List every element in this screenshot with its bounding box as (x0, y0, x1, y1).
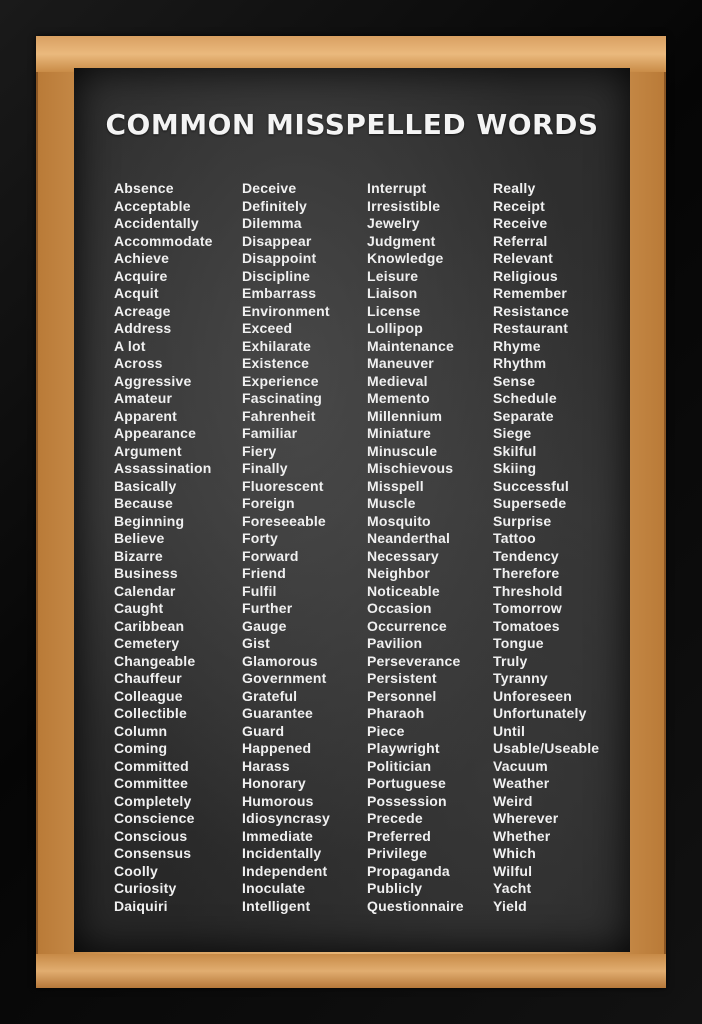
word-item: Committed (114, 757, 189, 774)
word-item: Acquit (114, 285, 159, 301)
word-item: Siege (493, 425, 532, 441)
word-item: Foreign (242, 495, 295, 511)
word-item: Necessary (367, 547, 439, 564)
word-item: Tendency (493, 547, 559, 564)
word-item: Immediate (242, 827, 314, 844)
word-item: Preferred (367, 827, 432, 844)
word-item: Precede (367, 810, 423, 826)
word-item: Truly (493, 652, 528, 669)
word-item: Idiosyncrasy (242, 810, 330, 826)
word-item: Occasion (367, 600, 432, 616)
word-item: Remember (493, 285, 567, 301)
word-item: Misspell (367, 477, 424, 494)
word-item: Therefore (493, 565, 560, 581)
word-item: Weird (493, 792, 533, 809)
word-item: Persistent (367, 670, 437, 686)
word-item: Exceed (242, 320, 293, 336)
word-item: Business (114, 565, 178, 581)
word-item: Committee (114, 775, 189, 791)
word-item: Cemetery (114, 635, 180, 651)
word-item: Maneuver (367, 355, 434, 371)
chalkboard (74, 68, 630, 952)
word-item: Consensus (114, 845, 192, 861)
word-item: Judgment (367, 232, 436, 249)
word-item: Sense (493, 372, 536, 389)
word-item: Fahrenheit (242, 407, 316, 424)
word-item: Gist (242, 635, 271, 651)
word-item: Minuscule (367, 442, 438, 459)
word-item: Beginning (114, 512, 185, 529)
word-item: Existence (242, 355, 310, 371)
word-item: Receive (493, 215, 548, 231)
word-item: Assassination (114, 460, 212, 476)
word-item: Jewelry (367, 215, 420, 231)
word-item: Caribbean (114, 617, 185, 634)
word-item: Privilege (367, 845, 428, 861)
word-item: Address (114, 320, 172, 336)
word-item: Irresistible (367, 197, 441, 214)
word-item: Religious (493, 267, 558, 284)
word-item: Portuguese (367, 775, 447, 791)
word-item: Tattoo (493, 530, 536, 546)
word-item: Dilemma (242, 215, 302, 231)
word-item: Miniature (367, 425, 432, 441)
word-item: Disappoint (242, 250, 317, 266)
word-item: Usable/Useable (493, 740, 600, 756)
word-item: Acceptable (114, 197, 191, 214)
word-column-3 (367, 180, 464, 915)
word-item: Piece (367, 722, 405, 739)
word-item: Independent (242, 862, 328, 879)
word-item: Surprise (493, 512, 552, 529)
word-item: Skilful (493, 442, 537, 459)
word-item: Coolly (114, 862, 158, 879)
word-item: Collectible (114, 705, 187, 721)
word-item: Publicly (367, 880, 423, 896)
word-item: Harass (242, 757, 290, 774)
word-item: Absence (114, 180, 174, 196)
word-item: Tomatoes (493, 617, 560, 634)
word-item: Calendar (114, 582, 176, 599)
word-item: Perseverance (367, 652, 461, 669)
word-item: Successful (493, 477, 569, 494)
word-item: Familiar (242, 425, 298, 441)
word-item: Mischievous (367, 460, 454, 476)
word-item: Finally (242, 460, 288, 476)
word-item: Colleague (114, 687, 183, 704)
word-item: Across (114, 355, 163, 371)
word-item: Embarrass (242, 285, 317, 301)
word-item: Neanderthal (367, 530, 451, 546)
word-item: Fluorescent (242, 477, 324, 494)
word-item: Questionnaire (367, 897, 464, 914)
word-item: Incidentally (242, 845, 322, 861)
word-item: Achieve (114, 250, 170, 266)
word-item: Acreage (114, 302, 171, 319)
word-item: Rhythm (493, 355, 547, 371)
word-item: Separate (493, 407, 554, 424)
poster-title: COMMON MISSPELLED WORDS (105, 108, 599, 141)
word-item: Disappear (242, 232, 312, 249)
word-item: Tyranny (493, 670, 548, 686)
word-item: Conscious (114, 827, 188, 844)
word-item: Skiing (493, 460, 537, 476)
word-item: Knowledge (367, 250, 444, 266)
word-item: Noticeable (367, 582, 440, 599)
word-item: Mosquito (367, 512, 431, 529)
word-item: Forward (242, 547, 299, 564)
word-item: Millennium (367, 407, 443, 424)
word-item: Changeable (114, 652, 196, 669)
word-item: Maintenance (367, 337, 454, 354)
word-item: Resistance (493, 302, 569, 319)
word-item: Yacht (493, 880, 532, 896)
word-item: Pharaoh (367, 705, 425, 721)
word-item: Aggressive (114, 372, 192, 389)
word-item: Further (242, 600, 293, 616)
word-item: Argument (114, 442, 182, 459)
word-item: Definitely (242, 197, 308, 214)
word-item: A lot (114, 337, 146, 354)
word-item: Wilful (493, 862, 533, 879)
word-item: Neighbor (367, 565, 431, 581)
word-item: Accommodate (114, 232, 213, 249)
word-item: Guard (242, 722, 285, 739)
word-item: Happened (242, 740, 312, 756)
word-item: Conscience (114, 810, 195, 826)
word-column-2 (242, 180, 330, 915)
word-item: Accidentally (114, 215, 199, 231)
word-item: Possession (367, 792, 447, 809)
word-item: Tongue (493, 635, 544, 651)
word-item: Friend (242, 565, 286, 581)
word-item: Basically (114, 477, 177, 494)
word-item: Completely (114, 792, 192, 809)
word-item: Government (242, 670, 327, 686)
word-item: Propaganda (367, 862, 450, 879)
word-item: License (367, 302, 421, 319)
word-item: Politician (367, 757, 432, 774)
word-item: Honorary (242, 775, 306, 791)
word-item: Interrupt (367, 180, 427, 196)
word-item: Lollipop (367, 320, 424, 336)
word-item: Apparent (114, 407, 178, 424)
word-item: Caught (114, 600, 164, 616)
word-item: Glamorous (242, 652, 318, 669)
word-item: Personnel (367, 687, 437, 704)
word-item: Chauffeur (114, 670, 182, 686)
word-item: Referral (493, 232, 548, 249)
word-item: Gauge (242, 617, 287, 634)
word-item: Exhilarate (242, 337, 311, 354)
word-item: Environment (242, 302, 330, 319)
word-item: Curiosity (114, 880, 177, 896)
word-item: Memento (367, 390, 430, 406)
word-item: Bizarre (114, 547, 163, 564)
word-item: Receipt (493, 197, 545, 214)
word-item: Restaurant (493, 320, 569, 336)
word-item: Because (114, 495, 173, 511)
word-item: Vacuum (493, 757, 548, 774)
word-item: Liaison (367, 285, 418, 301)
word-item: Supersede (493, 495, 567, 511)
word-item: Discipline (242, 267, 311, 284)
word-column-1 (114, 180, 213, 915)
word-item: Column (114, 722, 168, 739)
word-item: Whether (493, 827, 551, 844)
word-item: Threshold (493, 582, 563, 599)
word-item: Leisure (367, 267, 419, 284)
word-item: Fulfil (242, 582, 277, 599)
word-item: Rhyme (493, 337, 541, 354)
word-item: Inoculate (242, 880, 306, 896)
word-item: Until (493, 722, 526, 739)
word-item: Relevant (493, 250, 553, 266)
word-item: Schedule (493, 390, 557, 406)
word-item: Weather (493, 775, 550, 791)
word-item: Foreseeable (242, 512, 326, 529)
word-item: Unforeseen (493, 687, 573, 704)
word-item: Forty (242, 530, 278, 546)
word-item: Tomorrow (493, 600, 563, 616)
word-item: Humorous (242, 792, 314, 809)
word-item: Fascinating (242, 390, 322, 406)
word-item: Intelligent (242, 897, 311, 914)
word-item: Occurrence (367, 617, 447, 634)
word-item: Fiery (242, 442, 277, 459)
word-item: Which (493, 845, 536, 861)
word-item: Believe (114, 530, 165, 546)
word-item: Experience (242, 372, 319, 389)
word-item: Guarantee (242, 705, 314, 721)
word-column-4 (493, 180, 599, 915)
word-item: Appearance (114, 425, 197, 441)
word-item: Muscle (367, 495, 416, 511)
word-item: Coming (114, 740, 168, 756)
word-item: Yield (493, 897, 527, 914)
word-item: Daiquiri (114, 897, 168, 914)
word-item: Acquire (114, 267, 168, 284)
word-item: Amateur (114, 390, 173, 406)
word-item: Unfortunately (493, 705, 587, 721)
word-item: Pavilion (367, 635, 423, 651)
word-item: Playwright (367, 740, 440, 756)
word-item: Grateful (242, 687, 298, 704)
word-item: Wherever (493, 810, 559, 826)
word-item: Medieval (367, 372, 428, 389)
word-item: Really (493, 180, 536, 196)
word-item: Deceive (242, 180, 297, 196)
